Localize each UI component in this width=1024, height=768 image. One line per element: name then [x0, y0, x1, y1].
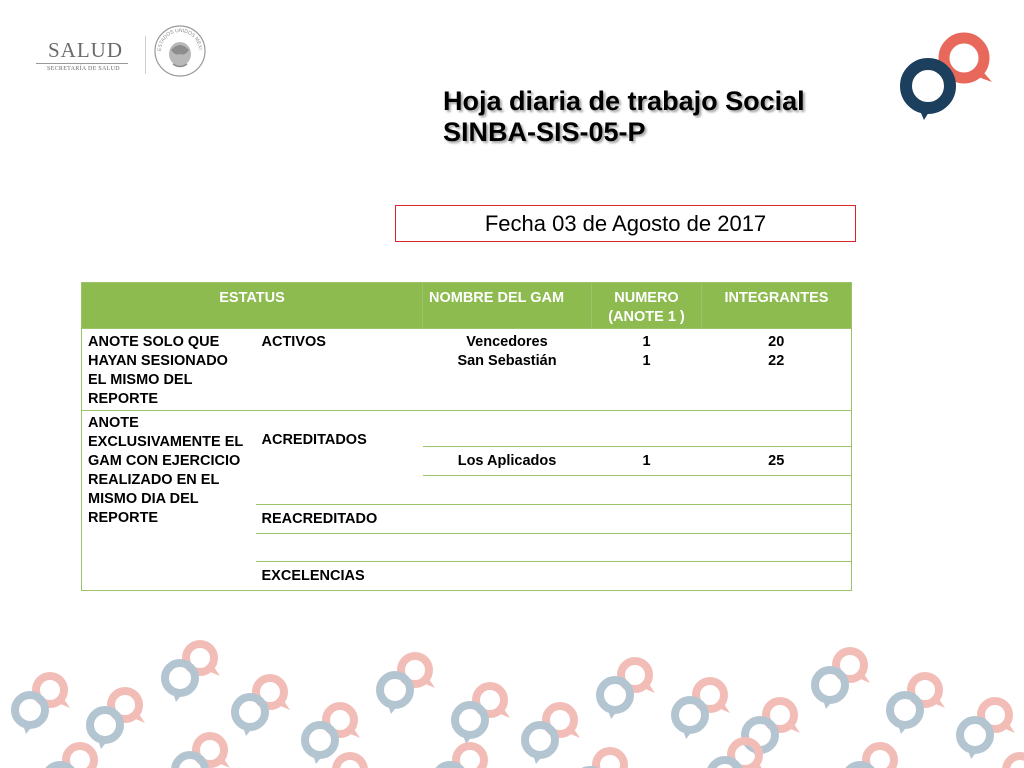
status-acreditados: ACREDITADOS: [261, 432, 367, 448]
header-nombre-gam: NOMBRE DEL GAM: [423, 283, 592, 329]
bubble-pattern-decoration: [0, 620, 1024, 768]
gam-numero: 1: [592, 447, 702, 476]
table-header-row: [82, 283, 852, 329]
logo-divider: [145, 36, 146, 74]
salud-logo-subtext: SECRETARÍA DE SALUD: [47, 66, 120, 72]
salud-logo-icon: [36, 34, 136, 74]
title-line-1: Hoja diaria de trabajo Social: [443, 86, 805, 116]
table-row: [82, 329, 852, 411]
table-row: [82, 411, 852, 447]
seal-text: ESTADOS UNIDOS MEXI: [156, 27, 203, 52]
empty-cell: [256, 534, 852, 562]
gam-numero: 1: [642, 353, 651, 369]
status-excelencias: EXCELENCIAS: [256, 562, 423, 591]
header-integrantes: INTEGRANTES: [702, 283, 852, 329]
mexico-seal-icon: [153, 24, 207, 78]
gam-names-cell: [423, 329, 592, 411]
gam-name: San Sebastián: [457, 353, 557, 369]
gam-integrantes: 25: [702, 447, 852, 476]
status-activos: ACTIVOS: [256, 329, 423, 411]
section1-instruction: ANOTE SOLO QUE HAYAN SESIONADO EL MISMO DEL REPORTE: [82, 329, 256, 411]
report-table: [81, 282, 852, 591]
gam-integrantes: 22: [768, 353, 785, 369]
integrantes-cell: [702, 329, 852, 411]
section2-instruction: ANOTE EXCLUSIVAMENTE EL GAM CON EJERCICIO REALIZADO EN EL MISMO DIA DEL REPORTE: [82, 411, 256, 591]
status-reacreditado: REACREDITADO: [256, 505, 423, 534]
report-date: Fecha 03 de Agosto de 2017: [395, 205, 856, 242]
header-numero: NUMERO (ANOTE 1 ): [592, 283, 702, 329]
empty-cell: [423, 505, 852, 534]
gam-name: Vencedores: [466, 334, 548, 350]
empty-cell: [423, 411, 852, 447]
title-line-2: SINBA-SIS-05-P: [443, 117, 646, 147]
brand-chat-bubbles-icon: [896, 28, 998, 124]
empty-cell: [423, 562, 852, 591]
numero-cell: [592, 329, 702, 411]
gam-integrantes: 20: [768, 334, 785, 350]
salud-logo-text: SALUD: [48, 38, 124, 62]
page-title: [443, 86, 805, 148]
header-estatus: ESTATUS: [82, 283, 423, 329]
empty-cell: [423, 476, 852, 505]
salud-logo-rule: [36, 63, 128, 64]
gam-name: Los Aplicados: [423, 447, 592, 476]
gam-numero: 1: [642, 334, 651, 350]
